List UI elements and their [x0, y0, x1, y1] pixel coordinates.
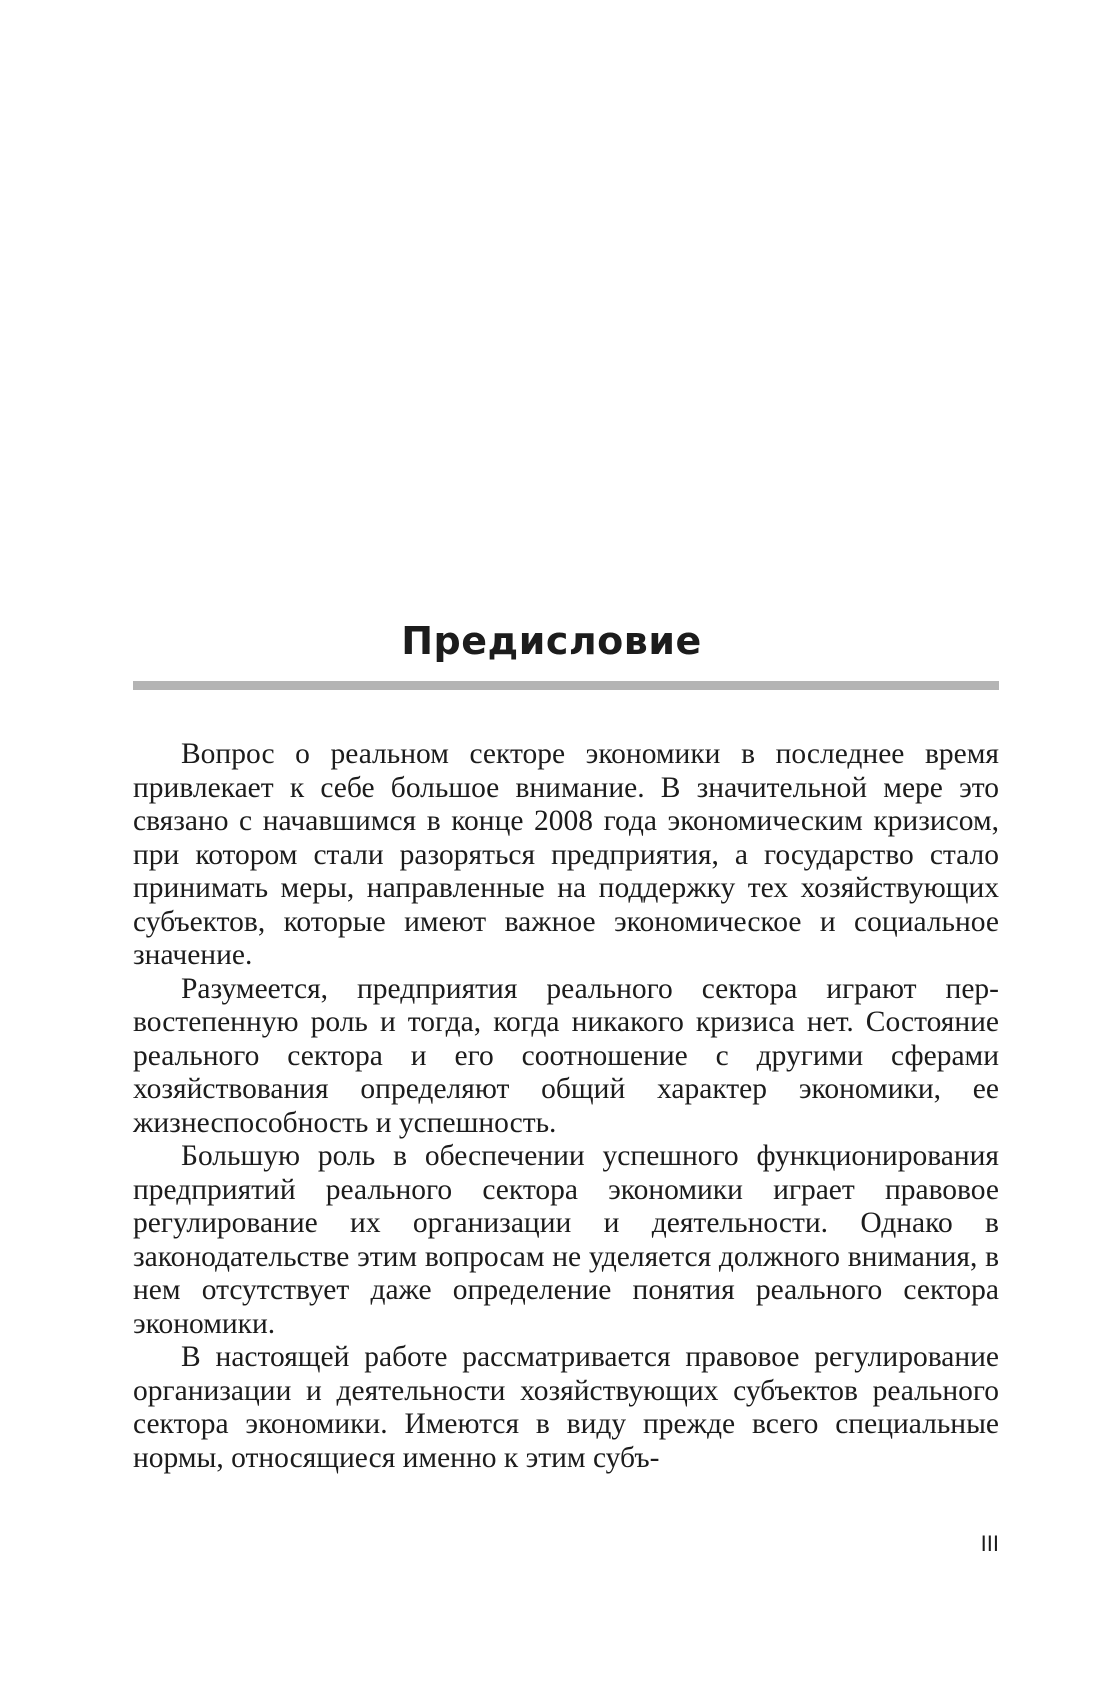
- page-number: III: [980, 1531, 999, 1556]
- paragraph: Вопрос о реальном секторе экономики в последнее время привлекает к себе большое внимание. В значительной мере это связано с начавшимся в конце 2008 года экономическим кризисом, при котором стали разоряться предприятия, а государство стало принимать меры, направленные на поддержку тех хозяйствующих субъектов, которые имеют важное экономическое и социальное значение.: [133, 738, 999, 971]
- paragraph: Большую роль в обеспечении успешного функционирования предприятий реального сектора экономики играет правовое регулирование их организации и деятельности. Однако в законодательстве этим вопросам не уделяется должного внимания, в нем отсутствует даже определение понятия реального сектора экономики.: [133, 1140, 999, 1340]
- body-text: [133, 738, 999, 1475]
- title-divider: [133, 681, 999, 690]
- paragraph: В настоящей работе рассматривается правовое регулирование организации и деятельности хозяйствующих субъектов реального сектора экономики. Имеются в виду прежде всего специальные нормы, относящиеся именно к этим субъ-: [133, 1341, 999, 1474]
- page-title: Предисловие: [401, 619, 702, 664]
- paragraph: Разумеется, предприятия реального сектора играют первостепенную роль и тогда, когда никакого кризиса нет. Состояние реального сектора и его соотношение с другими сферами хозяйствования определяют общий характер экономики, ее жизнеспособность и успешность.: [133, 972, 999, 1139]
